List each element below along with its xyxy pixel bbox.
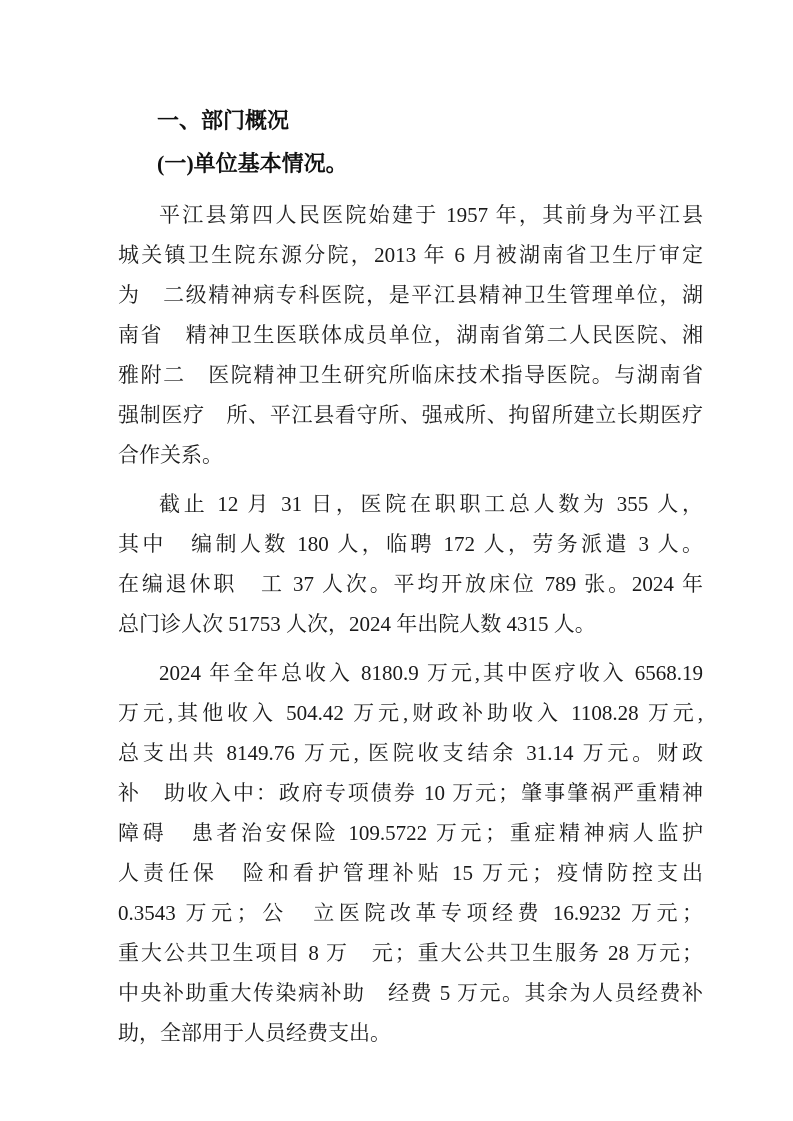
text-line: 在编退休职 工 37 人次。平均开放床位 789 张。2024 年 [118, 572, 703, 596]
text-line: 重大公共卫生项目 8 万 元；重大公共卫生服务 28 万元； [118, 941, 703, 965]
document-content [118, 100, 703, 1053]
paragraph-hospital-overview [118, 195, 703, 475]
text-line: 2024 年全年总收入 8180.9 万元,其中医疗收入 6568.19 [159, 661, 703, 685]
text-line: 补 助收入中：政府专项债券 10 万元；肇事肇祸严重精神 [118, 781, 703, 805]
document-paragraphs [118, 195, 703, 1053]
text-line: 中央补助重大传染病补助 经费 5 万元。其余为人员经费补 [118, 981, 703, 1005]
text-line: 雅附二 医院精神卫生研究所临床技术指导医院。与湖南省 [118, 363, 703, 387]
text-line: 强制医疗 所、平江县看守所、强戒所、拘留所建立长期医疗 [118, 403, 703, 427]
section-heading: 一、部门概况 [157, 108, 290, 133]
text-line: 截止 12 月 31 日，医院在职职工总人数为 355 人， [159, 492, 703, 516]
text-line: 助，全部用于人员经费支出。 [118, 1021, 391, 1045]
text-line: 南省 精神卫生医联体成员单位，湖南省第二人民医院、湘 [118, 323, 703, 347]
text-line: 平江县第四人民医院始建于 1957 年，其前身为平江县 [159, 203, 703, 227]
text-line: 总支出共 8149.76 万元, 医院收支结余 31.14 万元。财政 [118, 741, 703, 765]
text-line: 总门诊人次 51753 人次，2024 年出院人数 4315 人。 [118, 612, 596, 636]
paragraph-staffing-statistics [118, 484, 703, 644]
text-line: 其中 编制人数 180 人，临聘 172 人，劳务派遣 3 人。 [118, 532, 703, 556]
text-line: 障碍 患者治安保险 109.5722 万元；重症精神病人监护 [118, 821, 703, 845]
text-line: 万元,其他收入 504.42 万元,财政补助收入 1108.28 万元, [118, 701, 703, 725]
text-line: 人责任保 险和看护管理补贴 15 万元；疫情防控支出 [118, 861, 703, 885]
text-line: 为 二级精神病专科医院，是平江县精神卫生管理单位，湖 [118, 283, 703, 307]
text-line: 合作关系。 [118, 443, 223, 467]
paragraph-financial-summary [118, 653, 703, 1053]
text-line: 0.3543 万元；公 立医院改革专项经费 16.9232 万元； [118, 901, 703, 925]
text-line: 城关镇卫生院东源分院，2013 年 6 月被湖南省卫生厅审定 [118, 243, 703, 267]
subsection-heading: (一)单位基本情况。 [157, 151, 348, 176]
